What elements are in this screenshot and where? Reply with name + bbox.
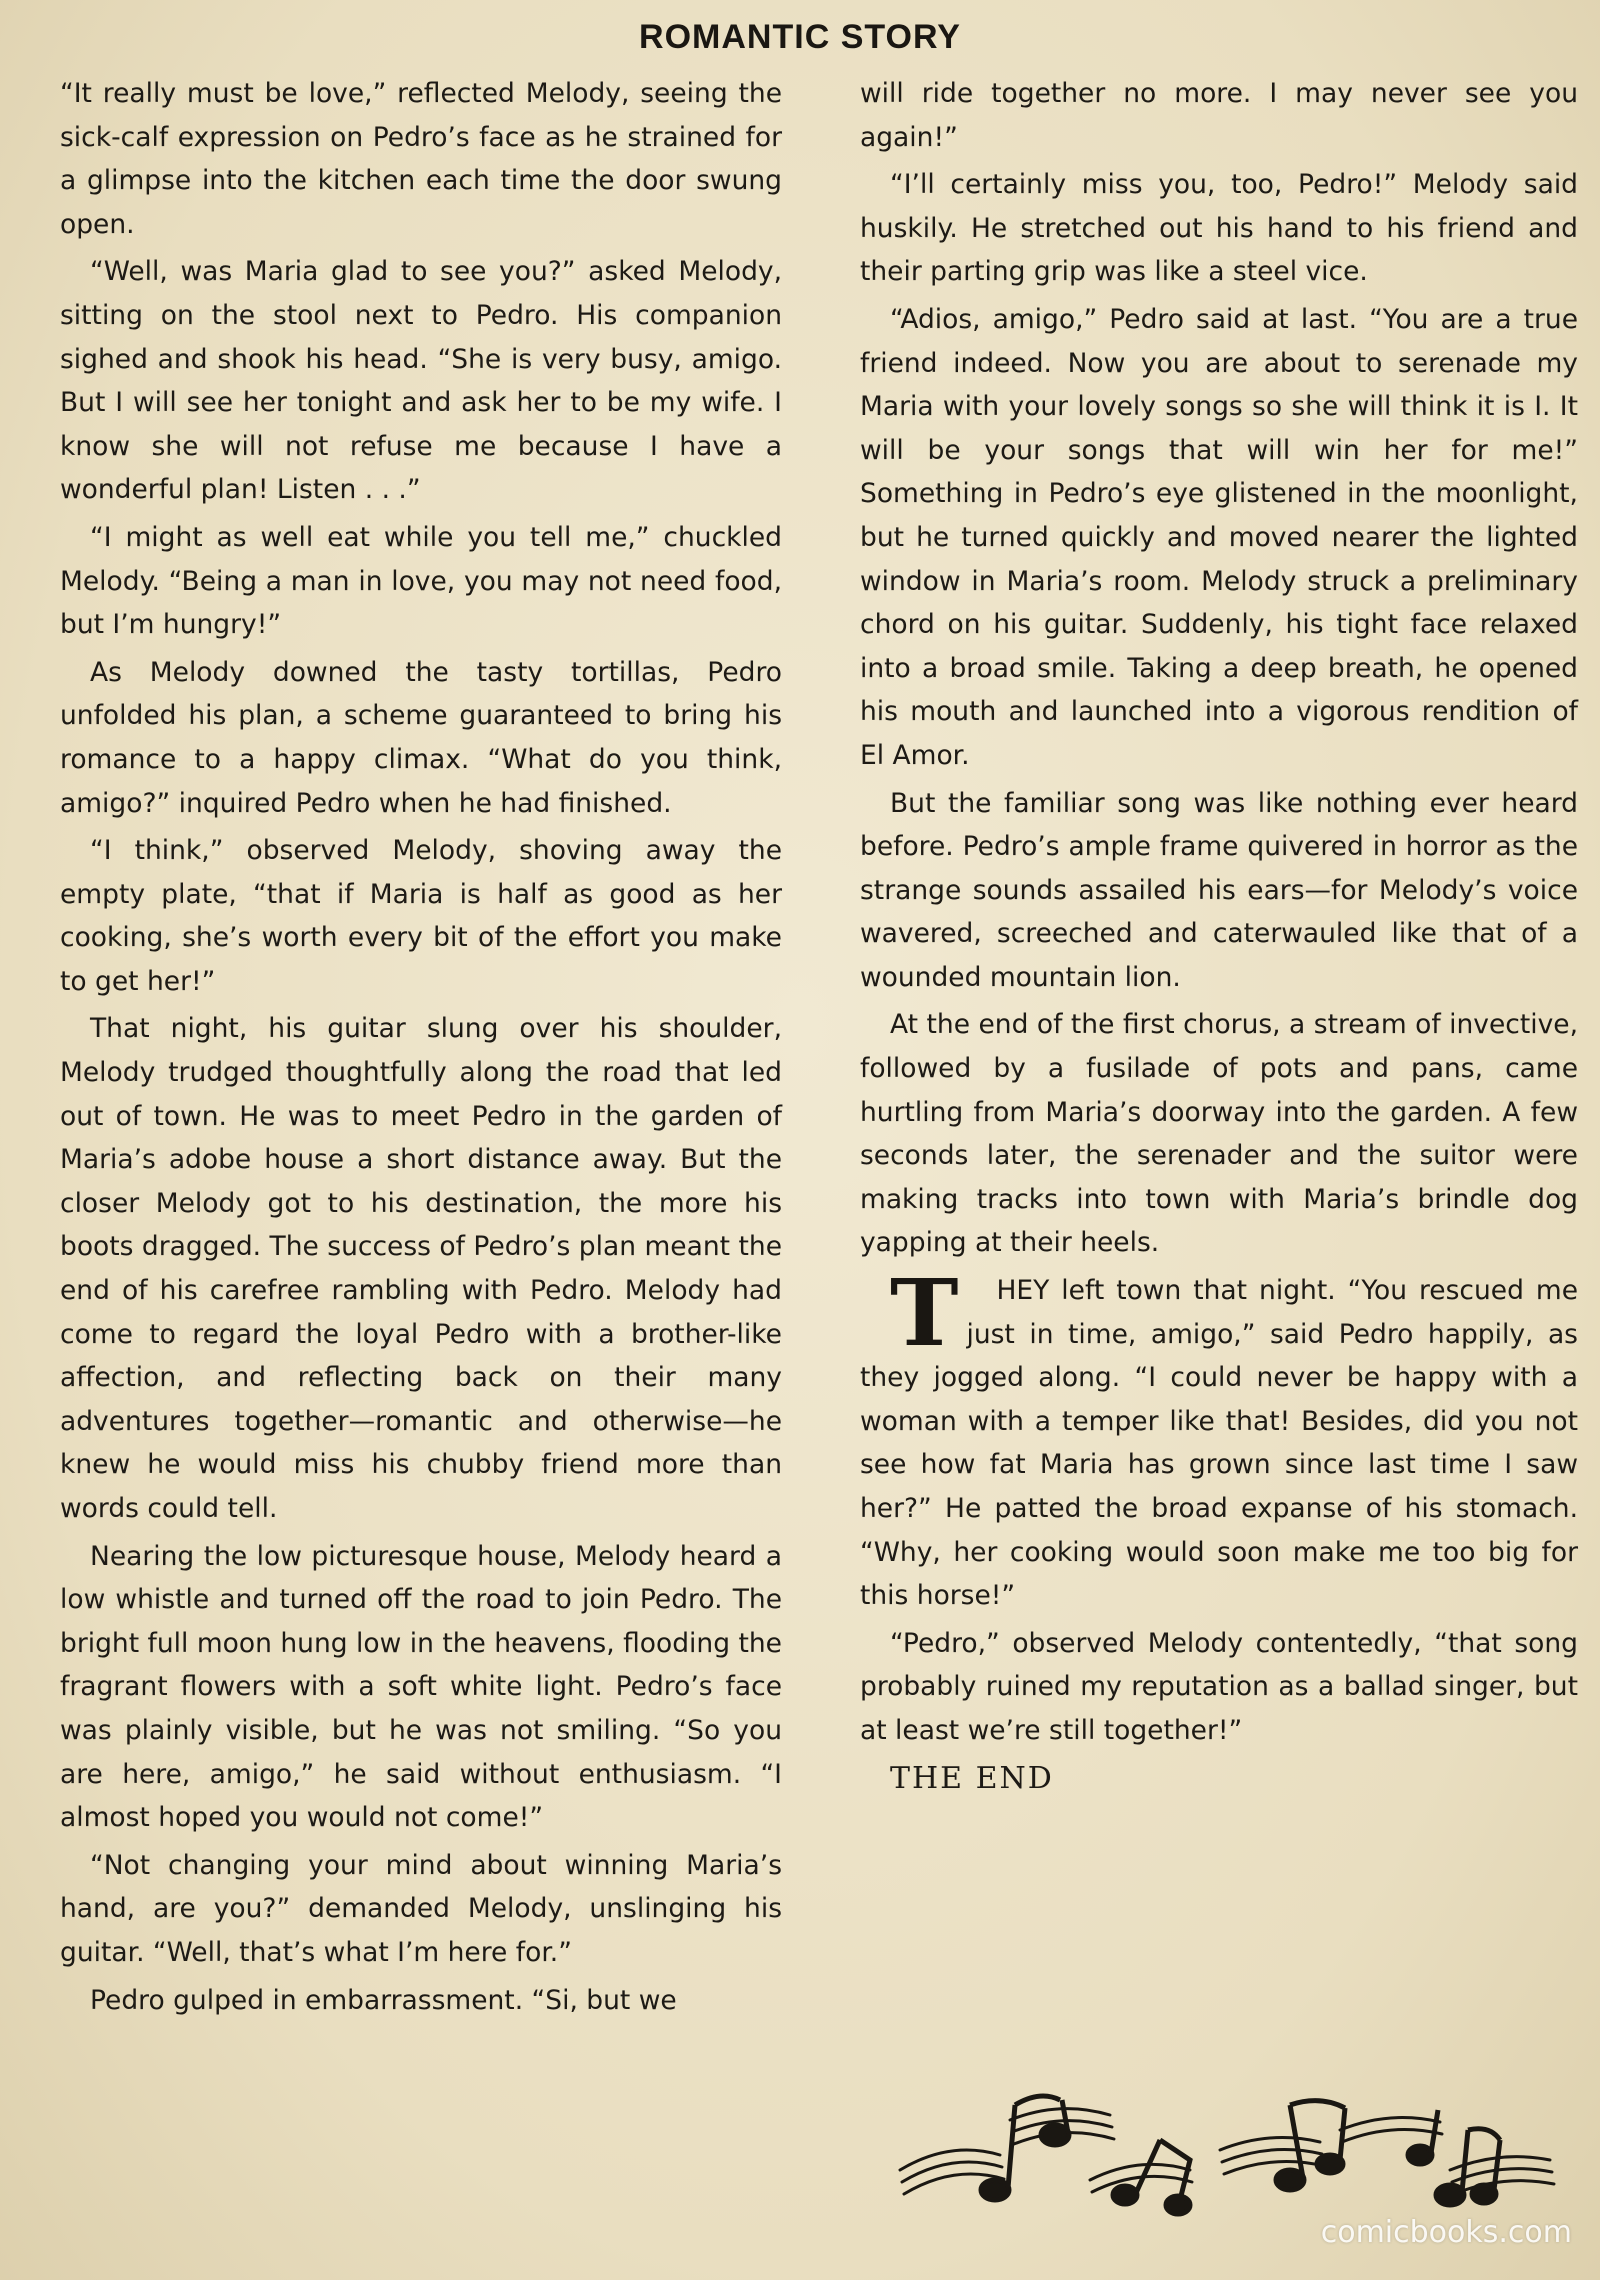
paragraph: “I’ll certainly miss you, too, Pedro!” Melody said huskily. He stretched out his hand to his friend and their parting grip was like a steel vice. bbox=[860, 169, 1578, 288]
paragraph: Pedro gulped in embarrassment. “Si, but we bbox=[90, 1984, 677, 2016]
paragraph: “I might as well eat while you tell me,” chuckled Melody. “Being a man in love, you may not need food, but I’m hungry!” bbox=[60, 521, 782, 641]
dropcap-paragraph-text: HEY left town that night. “You rescued me just in time, amigo,” said Pedro happily, as they jogged along. “I could never be happy with a woman with a temper like that! Besides, did you not see how fat Maria has grown since last time I saw her?” He patted the broad expanse of his stomach. “Why, her cooking would soon make me too big for this horse!” bbox=[860, 1275, 1578, 1612]
right-column bbox=[860, 72, 1578, 1804]
paragraph: “Well, was Maria glad to see you?” asked Melody, sitting on the stool next to Pedro. His companion sighed and shook his head. “She is very busy, amigo. But I will see her tonight and ask her to be my wife. I know she will not refuse me because I have a wonderful plan! Listen . . .” bbox=[60, 256, 782, 506]
left-column bbox=[60, 72, 782, 2026]
paragraph: As Melody downed the tasty tortillas, Pedro unfolded his plan, a scheme guaranteed to bring his romance to a happy climax. “What do you think, amigo?” inquired Pedro when he had finished. bbox=[60, 656, 782, 819]
paragraph: “Not changing your mind about winning Maria’s hand, are you?” demanded Melody, unslinging his guitar. “Well, that’s what I’m here for.” bbox=[60, 1849, 782, 1968]
music-notes-icon bbox=[890, 2060, 1580, 2220]
paragraph: “I think,” observed Melody, shoving away the empty plate, “that if Maria is half as good as her cooking, she’s worth every bit of the effort you make to get her!” bbox=[60, 835, 782, 997]
paragraph: That night, his guitar slung over his shoulder, Melody trudged thoughtfully along the road that led out of town. He was to meet Pedro in the garden of Maria’s adobe house a short distance away. But the closer Melody got to his destination, the more his boots dragged. The success of Pedro’s plan meant the end of his carefree rambling with Pedro. Melody had come to regard the loyal Pedro with a brother-like affection, and reflecting back on their many adventures together—romantic and otherwise—he knew he would miss his chubby friend more than words could tell. bbox=[60, 1013, 782, 1524]
paragraph: “Adios, amigo,” Pedro said at last. “You are a true friend indeed. Now you are about to serenade my Maria with your lovely songs so she will think it is I. It will be your songs that will win her for me!” Something in Pedro’s eye glistened in the moonlight, but he turned quickly and moved nearer the lighted window in Maria’s room. Melody struck a preliminary chord on his guitar. Suddenly, his tight face relaxed into a broad smile. Taking a deep breath, he opened his mouth and launched into a vigorous rendition of El Amor. bbox=[860, 303, 1578, 771]
paragraph: At the end of the first chorus, a stream of invective, followed by a fusilade of pots and pans, came hurtling from Maria’s doorway into the garden. A few seconds later, the serenader and the suitor were making tracks into town with Maria’s brindle dog yapping at their heels. bbox=[860, 1009, 1578, 1259]
watermark: comicbooks.com bbox=[1320, 2215, 1572, 2250]
paragraph-continuation: will ride together no more. I may never see you again!” bbox=[860, 78, 1578, 153]
dropcap-paragraph bbox=[860, 1259, 1578, 1618]
paragraph: “It really must be love,” reflected Melody, seeing the sick-calf expression on Pedro’s face as he strained for a glimpse into the kitchen each time the door swung open. bbox=[60, 78, 782, 240]
the-end: THE END bbox=[890, 1760, 1054, 1796]
paragraph: But the familiar song was like nothing ever heard before. Pedro’s ample frame quivered in horror as the strange sounds assailed his ears—for Melody’s voice wavered, screeched and caterwauled like that of a wounded mountain lion. bbox=[860, 787, 1578, 993]
paragraph: Nearing the low picturesque house, Melody heard a low whistle and turned off the road to join Pedro. The bright full moon hung low in the heavens, flooding the fragrant flowers with a soft white light. Pedro’s face was plainly visible, but he was not smiling. “So you are here, amigo,” he said without enthusiasm. “I almost hoped you would not come!” bbox=[60, 1540, 782, 1834]
drop-cap: T bbox=[890, 1259, 959, 1368]
page-header: ROMANTIC STORY bbox=[639, 18, 961, 56]
paragraph: “Pedro,” observed Melody contentedly, “that song probably ruined my reputation as a ballad singer, but at least we’re still together!” bbox=[860, 1627, 1578, 1746]
